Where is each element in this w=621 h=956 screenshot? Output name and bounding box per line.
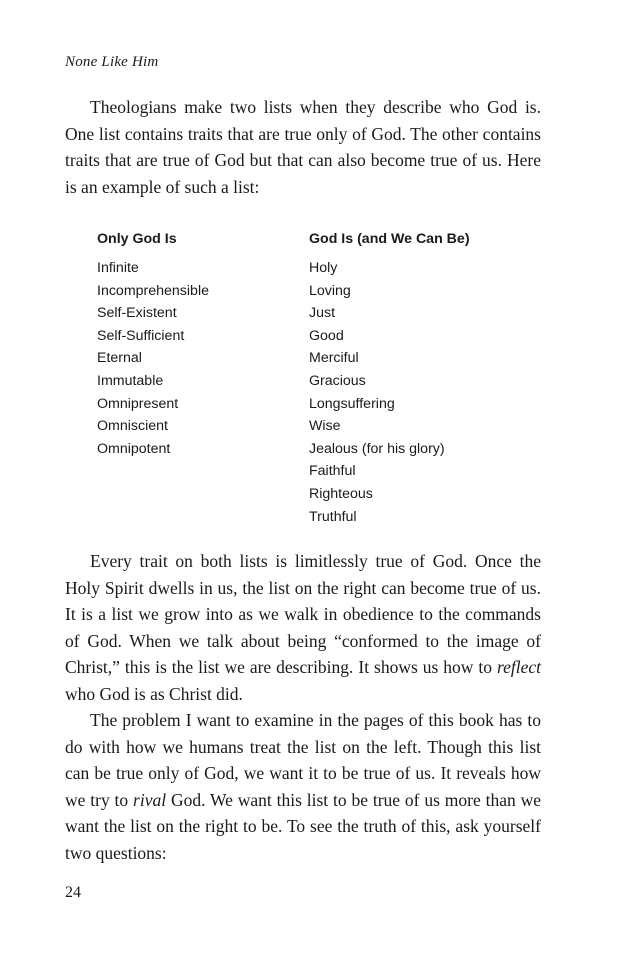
trait-item: Good (309, 327, 344, 344)
only-god-column (97, 229, 309, 528)
paragraph-intro: Theologians make two lists when they describe who God is. One list contains traits that are true only of God. The other contains traits that are true of God but that can also become true of us. Here is an example of such a list: (65, 97, 541, 197)
trait-item: Faithful (309, 463, 356, 480)
only-god-list (97, 257, 309, 460)
paragraph-every-trait (65, 548, 541, 708)
trait-item: Loving (309, 282, 351, 299)
trait-item: Wise (309, 418, 341, 435)
trait-item: Infinite (97, 260, 139, 276)
emphasis-reflect: reflect (496, 657, 541, 678)
god-and-we-column (309, 229, 517, 528)
trait-item: Omniscient (97, 418, 168, 435)
trait-item: Self-Sufficient (97, 327, 185, 344)
trait-item: Holy (309, 260, 338, 276)
trait-item: Jealous (for his glory) (309, 440, 445, 457)
trait-item: Merciful (309, 350, 359, 367)
trait-item: Incomprehensible (97, 282, 209, 299)
paragraph-text: who God is as Christ did. (65, 683, 243, 704)
running-head: None Like Him (65, 54, 159, 70)
god-and-we-list (309, 257, 517, 528)
trait-item: Truthful (309, 508, 357, 525)
trait-item: Self-Existent (97, 305, 177, 322)
paragraph-problem (65, 707, 541, 867)
trait-item: Righteous (309, 485, 373, 502)
page-number: 24 (65, 884, 81, 901)
paragraph-text: The problem I want to examine in the pages of this book has to do with how we humans treat the list on the left. Though this list can be true only of God, we want it to be true of us. It reveals how we try to (65, 710, 541, 810)
only-god-header: Only God Is (97, 231, 177, 247)
paragraph-text: Every trait on both lists is limitlessly true of God. Once the Holy Spirit dwells in us, the list on the right can become true of us. It is a list we grow into as we walk in obedience to the commands of God. When we talk about being “conformed to the image of Christ,” this is the list we are describing. It shows us how to (65, 551, 541, 678)
emphasis-rival: rival (133, 789, 167, 810)
god-and-we-header: God Is (and We Can Be) (309, 231, 470, 247)
traits-table (97, 229, 517, 528)
paragraph-text: God. We want this list to be true of us more than we want the list on the right to be. To see the truth of this, ask yourself two questions: (65, 789, 541, 863)
trait-item: Gracious (309, 372, 366, 389)
trait-item: Omnipresent (97, 395, 179, 412)
trait-item: Longsuffering (309, 395, 395, 412)
trait-item: Just (309, 305, 336, 322)
trait-item: Eternal (97, 350, 142, 367)
trait-item: Immutable (97, 372, 164, 389)
trait-item: Omnipotent (97, 440, 171, 457)
